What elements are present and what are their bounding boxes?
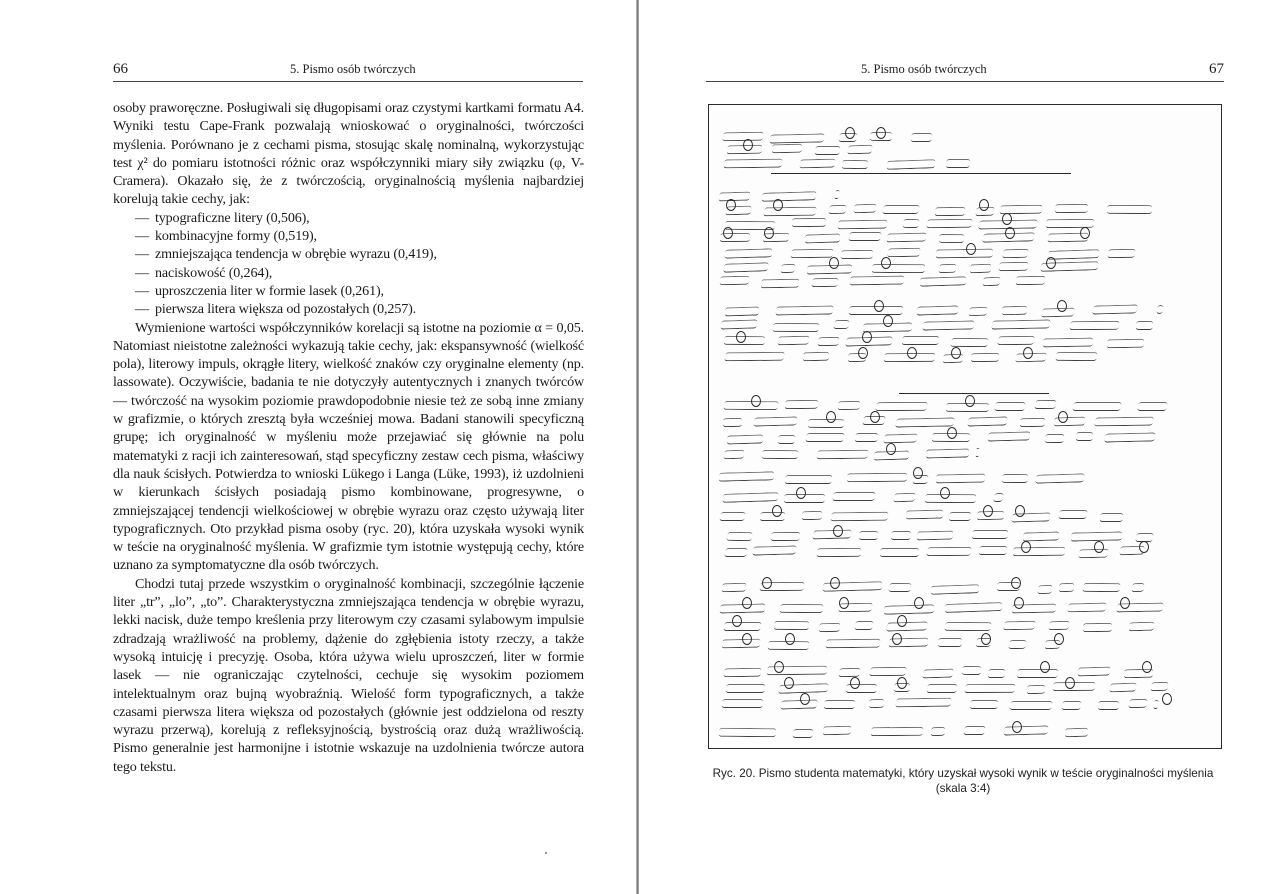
handwritten-loop — [742, 597, 752, 609]
handwritten-word — [846, 473, 906, 483]
handwritten-word — [1082, 583, 1120, 592]
handwritten-word — [1082, 623, 1112, 632]
handwritten-word — [887, 248, 920, 258]
handwritten-word — [1035, 474, 1085, 484]
handwritten-word — [1048, 621, 1069, 630]
handwritten-loop — [1021, 541, 1031, 553]
handwritten-word — [1107, 205, 1153, 214]
handwritten-loop — [914, 597, 924, 609]
handwritten-loop — [1014, 597, 1024, 609]
handwritten-word — [1077, 666, 1110, 676]
list-item-text: uproszczenia liter w formie lasek (0,261), — [155, 282, 384, 299]
handwritten-word — [982, 277, 1000, 287]
handwritten-word — [849, 276, 904, 286]
handwritten-word — [935, 207, 965, 216]
handwritten-loop — [1139, 541, 1149, 553]
handwritten-word — [812, 530, 851, 540]
handwritten-word — [771, 532, 801, 541]
handwritten-word — [1136, 321, 1154, 330]
handwritten-word — [948, 512, 971, 521]
handwritten-loop — [951, 347, 961, 359]
handwritten-word — [854, 433, 878, 442]
handwritten-loop — [966, 243, 976, 255]
handwritten-loop — [947, 427, 957, 439]
paragraph: Chodzi tutaj przede wszystkim o oryginalność kombinacji, szczególnie łączenie liter „tr”, „lo”, „to”. Charakterystyczna zmniejszająca tendencja w obrębie wyrazu, lekki nacisk, duże tempo kreślenia przy literowym czy czasami sylabowym impulsie zdradzają wrażliwość na problemy, dążenie do zgłębienia istoty rzeczy, a także wysoką intuicję i precyzję. Osoba, która używa wielu uproszczeń, liter w formie lasek — nie ograniczając czytelności, cechuje się wysokim poziomem intelektualnym oraz bujną wyobraźnią. Wielość form typograficznych, a także czasami pierwsza litera większa od pozostałych (głównie jest oddzielona od reszty wyrazu przerwą), korelują z refleksyjnością, bystrością oraz dużą wrażliwością. Pismo generalnie jest harmonijne i istotnie wskazuje na uzdolnienia twórcze autora tego tekstu. — [113, 575, 584, 775]
list-item — [135, 300, 584, 318]
handwritten-word — [890, 530, 911, 539]
handwritten-word — [895, 418, 955, 428]
handwritten-loop — [1015, 505, 1025, 517]
handwritten-word — [1131, 583, 1145, 592]
handwritten-word — [792, 218, 827, 227]
handwritten-word — [834, 320, 850, 329]
handwritten-word — [927, 218, 974, 228]
handwritten-word — [938, 638, 963, 647]
handwritten-word — [727, 434, 764, 444]
dash-marker: — — [135, 209, 149, 226]
handwritten-word — [858, 531, 878, 540]
handwritten-word — [1016, 276, 1046, 285]
handwritten-word — [964, 684, 1015, 693]
handwritten-word — [1128, 699, 1148, 708]
handwritten-word — [1042, 338, 1093, 348]
handwritten-word — [792, 729, 813, 738]
handwritten-loop — [784, 677, 794, 689]
handwritten-word — [1058, 510, 1088, 519]
handwritten-underline — [771, 173, 1071, 174]
handwritten-loop — [850, 677, 860, 689]
paragraph: Wymienione wartości współczynników korelacji są istotne na poziomie α = 0,05. Natomiast nieistotne zależności wykazują takie cechy, jak: ekspansywność (wielkość pola), literowy impuls, okrągłe litery, wielkość znaków czy oryginalne elementy (np. lassowate). Oczywiście, badania te nie dotyczyły autentycznych i znanych twórców — twórczość na wysokim poziomie prawdopodobnie niesie też ze sobą inne zmiany w grafizmie, o których zresztą była wcześniej mowa. Badani stanowili specyficzną grupę; ich oryginalność w myśleniu może przejawiać się głównie na polu matematyki z racji ich zainteresowań, stąd specyficzny zestaw cech pisma, właściwy dla nauk ścisłych. Potwierdza to wnioski Lükego i Langa (Lüke, 1993), iż uzdolnieni w kierunkach ścisłych posiadają pismo kombinowane, progresywne, o zmniejszającej tendencji wielkościowej w obrębie wyrazu oraz często używają liter typograficznych. Oto przykład pisma osoby (ryc. 20), która uzyskała wysoki wynik w teście na oryginalność myślenia. W grafizmie tym istotnie występują cechy, które uznano za symptomatyczne dla osób twórczych. — [113, 319, 584, 574]
handwritten-word — [799, 159, 835, 169]
book-gutter — [636, 0, 639, 894]
handwritten-word — [930, 727, 945, 736]
dash-marker: — — [135, 282, 149, 299]
handwritten-loop — [830, 577, 840, 589]
paragraph: osoby praworęczne. Posługiwali się długopisami oraz czystymi kartkami formatu A4. Wyniki testu Cape-Frank pozwalają wnioskować o oryginalności, twórczości myślenia. Porównano je z cechami pisma, stosując skalę nominalną, wykorzystując test χ² do pomiaru istotności różnic oraz współczynniki miary siły związku (φ, V-Cramera). Okazało się, że z twórczością, oryginalnością myślenia najbardziej korelują takie cechy, jak: — [113, 100, 584, 208]
handwritten-word — [886, 159, 935, 170]
dash-marker: — — [135, 246, 149, 263]
handwritten-word — [805, 433, 845, 442]
handwritten-loop — [1094, 541, 1104, 553]
handwritten-word — [1156, 305, 1164, 314]
handwritten-word — [720, 320, 757, 330]
handwritten-word — [968, 306, 988, 316]
handwritten-word — [926, 448, 970, 458]
handwritten-word — [723, 668, 761, 678]
handwritten-loop — [1162, 693, 1172, 705]
handwritten-word — [926, 547, 972, 556]
handwritten-word — [995, 402, 1026, 411]
figure-caption: Ryc. 20. Pismo studenta matematyki, który uzyskał wysoki wynik w teście oryginalności myślenia (skala 3:4) — [712, 767, 1214, 795]
handwritten-word — [1002, 305, 1028, 315]
handwritten-word — [875, 402, 927, 411]
handwritten-word — [916, 305, 958, 315]
handwritten-word — [869, 667, 907, 676]
handwritten-word — [819, 623, 842, 632]
handwritten-word — [834, 190, 840, 199]
handwritten-word — [992, 319, 1051, 329]
handwritten-loop — [1080, 227, 1090, 239]
handwritten-word — [719, 728, 777, 737]
handwritten-loop — [940, 487, 950, 499]
handwritten-word — [772, 323, 819, 332]
handwritten-word — [1061, 701, 1081, 710]
handwritten-word — [944, 622, 992, 631]
handwritten-word — [945, 602, 1002, 613]
handwritten-word — [719, 276, 749, 286]
handwritten-word — [922, 320, 974, 330]
handwritten-word — [803, 352, 830, 362]
handwritten-loop — [743, 139, 753, 151]
handwritten-loop — [1012, 721, 1022, 733]
handwritten-word — [725, 248, 773, 258]
handwritten-word — [997, 336, 1035, 345]
handwritten-word — [1034, 400, 1057, 409]
handwritten-word — [935, 249, 992, 259]
handwritten-loop — [897, 615, 907, 627]
handwritten-word — [1037, 584, 1053, 593]
handwritten-word — [838, 220, 888, 230]
handwritten-loop — [785, 633, 795, 645]
handwritten-word — [871, 264, 925, 273]
handwritten-word — [916, 531, 953, 541]
page-number: 66 — [113, 61, 128, 77]
list-item-text: typograficzne litery (0,506), — [155, 209, 310, 226]
handwritten-word — [848, 232, 882, 241]
handwritten-word — [1008, 640, 1026, 649]
handwritten-word — [828, 205, 846, 214]
handwritten-word — [725, 307, 759, 317]
list-item-text: pierwsza litera większa od pozostałych (0,257). — [155, 301, 417, 318]
handwritten-word — [1137, 402, 1168, 411]
handwritten-word — [1067, 602, 1106, 612]
handwritten-loop — [1057, 300, 1067, 312]
handwritten-loop — [1054, 633, 1064, 645]
handwritten-loop — [858, 347, 868, 359]
handwritten-word — [895, 698, 951, 708]
handwritten-word — [938, 264, 956, 273]
handwritten-word — [763, 206, 817, 216]
handwritten-word — [726, 532, 753, 541]
handwritten-word — [1107, 338, 1145, 348]
handwritten-word — [1107, 249, 1135, 258]
handwritten-word — [816, 548, 861, 557]
handwritten-word — [969, 700, 998, 709]
handwritten-word — [724, 352, 785, 361]
handwritten-loop — [913, 467, 923, 479]
handwritten-loop — [826, 411, 836, 423]
handwritten-word — [723, 622, 762, 631]
list-item — [135, 227, 584, 245]
running-title: 5. Pismo osób twórczych — [290, 62, 416, 76]
handwritten-word — [802, 511, 823, 520]
handwritten-word — [1097, 701, 1119, 710]
handwritten-word — [1019, 417, 1045, 426]
handwritten-word — [1044, 434, 1065, 443]
handwritten-word — [778, 435, 796, 444]
handwritten-word — [970, 264, 991, 274]
handwritten-loop — [1005, 227, 1015, 239]
handwritten-word — [723, 263, 769, 274]
handwritten-word — [922, 668, 954, 678]
handwritten-word — [816, 450, 869, 460]
handwritten-word — [1072, 402, 1122, 411]
handwritten-word — [723, 418, 742, 427]
handwritten-loop — [876, 127, 886, 139]
handwritten-word — [719, 471, 775, 481]
list-item — [135, 209, 584, 227]
handwritten-word — [1059, 582, 1075, 592]
handwritten-word — [939, 234, 964, 243]
list-item — [135, 282, 584, 300]
handwritten-word — [967, 417, 1007, 427]
handwritten-loop — [1011, 577, 1021, 589]
handwritten-word — [723, 493, 779, 504]
handwritten-word — [911, 133, 933, 142]
handwritten-word — [1048, 249, 1101, 260]
handwritten-loop — [907, 347, 917, 359]
dash-marker: — — [135, 228, 149, 245]
handwritten-loop — [762, 577, 772, 589]
feature-list — [113, 209, 584, 319]
handwritten-word — [971, 530, 1009, 539]
handwritten-word — [838, 668, 860, 677]
running-title: 5. Pismo osób twórczych — [861, 62, 987, 76]
handwritten-word — [823, 700, 855, 709]
handwritten-word — [931, 584, 980, 595]
handwritten-word — [1100, 513, 1124, 522]
handwritten-word — [978, 546, 1007, 555]
handwritten-word — [1153, 700, 1158, 709]
handwritten-word — [817, 336, 839, 345]
list-item — [135, 264, 584, 282]
handwritten-word — [1055, 352, 1097, 361]
dash-marker: — — [135, 301, 149, 318]
handwritten-word — [785, 400, 819, 409]
handwritten-word — [1003, 621, 1035, 631]
handwritten-word — [1002, 248, 1029, 257]
handwritten-word — [1095, 417, 1155, 427]
handwritten-word — [779, 604, 823, 613]
handwritten-word — [1070, 531, 1121, 541]
handwritten-word — [784, 475, 832, 484]
handwritten-word — [761, 278, 800, 288]
list-item-text: kombinacyjne formy (0,519), — [155, 228, 317, 245]
handwritten-word — [1076, 432, 1094, 441]
handwritten-word — [887, 232, 927, 242]
handwritten-word — [889, 582, 913, 591]
list-item — [135, 245, 584, 263]
handwritten-word — [902, 219, 920, 228]
handwritten-loop — [892, 633, 902, 645]
handwritten-word — [719, 511, 746, 520]
handwritten-word — [811, 278, 838, 287]
scan-speck — [545, 852, 547, 854]
handwritten-loop — [800, 693, 810, 705]
handwritten-word — [1027, 685, 1045, 694]
handwritten-word — [905, 510, 943, 520]
handwritten-word — [1055, 204, 1089, 213]
handwritten-word — [725, 684, 765, 693]
handwritten-word — [998, 262, 1028, 271]
handwritten-word — [721, 638, 761, 648]
page-number: 67 — [1209, 61, 1224, 77]
handwritten-word — [1003, 726, 1048, 736]
handwritten-word — [724, 159, 783, 169]
handwritten-loop — [774, 661, 784, 673]
handwritten-word — [924, 494, 976, 503]
handwritten-word — [777, 336, 810, 346]
list-item-text: zmniejszająca tendencja w obrębie wyrazu (0,419), — [155, 246, 437, 263]
handwritten-loop — [772, 505, 782, 517]
handwritten-word — [902, 336, 941, 345]
handwritten-word — [1092, 304, 1138, 314]
handwritten-word — [842, 160, 869, 169]
handwritten-word — [971, 353, 1000, 362]
handwritten-word — [987, 669, 1005, 678]
body-text — [113, 99, 584, 776]
dash-marker: — — [135, 264, 149, 281]
handwritten-word — [1069, 321, 1119, 330]
handwritten-word — [920, 276, 967, 286]
handwritten-word — [926, 684, 957, 693]
running-header — [113, 61, 583, 82]
handwritten-loop — [796, 487, 806, 499]
handwritten-word — [1128, 621, 1154, 631]
handwritten-word — [883, 433, 918, 443]
handwritten-word — [994, 493, 1004, 502]
handwritten-word — [805, 233, 841, 243]
handwritten-loop — [764, 227, 774, 239]
handwritten-word — [962, 666, 982, 675]
handwritten-word — [936, 474, 986, 484]
handwritten-word — [780, 264, 796, 273]
handwritten-word — [837, 400, 860, 409]
handwritten-word — [722, 132, 763, 142]
handwritten-word — [893, 493, 915, 503]
handwritten-word — [772, 144, 803, 154]
handwritten-word — [855, 621, 875, 630]
handwritten-loop — [1002, 213, 1012, 225]
handwritten-underline — [899, 393, 1049, 394]
handwritten-word — [1150, 682, 1168, 691]
handwritten-word — [951, 338, 990, 347]
handwritten-word — [1002, 474, 1029, 483]
right-page — [640, 0, 1262, 894]
handwritten-loop — [1142, 661, 1152, 673]
handwritten-word — [871, 727, 924, 736]
handwritten-word — [723, 450, 745, 460]
handwritten-word — [830, 512, 888, 522]
handwritten-word — [847, 145, 873, 155]
handwritten-word — [946, 159, 971, 168]
handwritten-word — [814, 146, 840, 155]
handwritten-loop — [983, 505, 993, 517]
handwritten-word — [1009, 701, 1052, 710]
handwritten-word — [721, 699, 763, 708]
handwritten-word — [823, 726, 852, 736]
list-item-text: naciskowość (0,264), — [155, 264, 273, 281]
handwritten-word — [773, 621, 809, 630]
handwritten-word — [833, 492, 876, 501]
handwritten-word — [882, 205, 920, 214]
handwritten-word — [791, 249, 834, 258]
handwritten-word — [1023, 532, 1060, 542]
handwritten-word — [868, 699, 883, 708]
handwritten-word — [753, 546, 798, 556]
handwritten-word — [1065, 728, 1088, 738]
handwritten-word — [775, 305, 833, 315]
handwritten-word — [724, 548, 748, 557]
handwritten-word — [963, 726, 986, 735]
running-header — [706, 61, 1224, 82]
handwritten-word — [762, 450, 799, 459]
handwritten-word — [1078, 548, 1108, 558]
handwritten-word — [879, 548, 919, 557]
handwritten-word — [721, 582, 746, 592]
handwritten-word — [1109, 683, 1136, 693]
handwritten-word — [987, 431, 1030, 441]
handwritten-word — [769, 133, 825, 143]
handwritten-loop — [773, 199, 783, 211]
handwriting-sample-figure — [708, 104, 1222, 749]
handwritten-word — [753, 416, 797, 426]
handwritten-word — [884, 604, 935, 615]
handwritten-word — [854, 204, 876, 214]
handwritten-word — [761, 191, 816, 202]
handwritten-word — [1017, 669, 1059, 678]
handwritten-word — [976, 448, 980, 457]
handwritten-word — [841, 250, 874, 259]
handwritten-loop — [870, 411, 880, 423]
handwritten-word — [825, 638, 880, 648]
handwritten-word — [1104, 433, 1156, 443]
